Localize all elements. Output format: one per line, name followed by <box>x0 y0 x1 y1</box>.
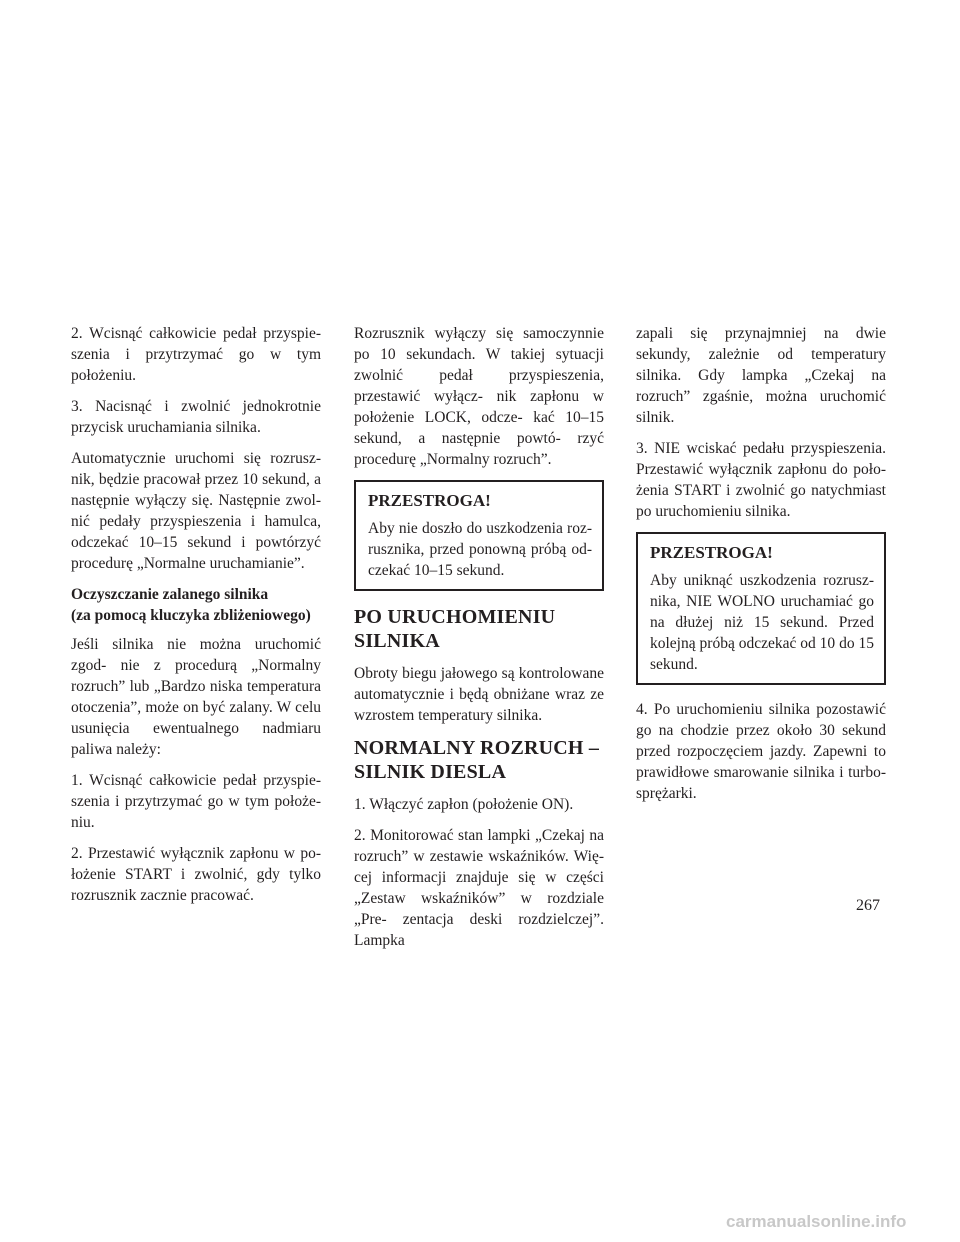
paragraph: 3. Nacisnąć i zwolnić jednokrotnie przycisk uruchamiania silnika. <box>71 398 321 436</box>
warning-text: Aby nie doszło do uszkodzenia roz- rusznika, przed ponowną próbą od- czekać 10–15 sekund. <box>368 520 592 579</box>
column-middle <box>354 323 604 961</box>
paragraph: Jeśli silnika nie można uruchomić zgod- nie z procedurą „Normalny rozruch” lub „Bardzo niska temperatura otoczenia”, może on być zalany. W celu usunięcia ewentualnego nadmiaru paliwa należy: <box>71 636 321 758</box>
paragraph: zapali się przynajmniej na dwie sekundy, zależnie od temperatury silnika. Gdy lampka „Czekaj na rozruch” zgaśnie, można uruchomić silnik. <box>636 325 886 426</box>
paragraph: Obroty biegu jałowego są kontrolowane automatycznie i będą obniżane wraz ze wzrostem temperatury silnika. <box>354 665 604 724</box>
paragraph: 1. Włączyć zapłon (położenie ON). <box>354 796 574 813</box>
subheading-line: Oczyszczanie zalanego silnika <box>71 586 269 603</box>
paragraph: 2. Wcisnąć całkowicie pedał przyspie- szenia i przytrzymać go w tym położeniu. <box>71 325 321 384</box>
column-right <box>636 323 886 814</box>
warning-box <box>354 480 604 591</box>
paragraph: 3. NIE wciskać pedału przyspieszenia. Przestawić wyłącznik zapłonu do poło- żenia START i zwolnić go natychmiast po uruchomieniu silnika. <box>636 440 886 520</box>
section-heading: NORMALNY ROZRUCH – SILNIK DIESLA <box>354 737 600 783</box>
paragraph: 4. Po uruchomieniu silnika pozostawić go na chodzie przez około 30 sekund przed rozpoczęciem jazdy. Zapewni to prawidłowe smarowanie silnika i turbo- sprężarki. <box>636 701 886 802</box>
section-heading: PO URUCHOMIENIU SILNIKA <box>354 606 556 652</box>
paragraph: 2. Przestawić wyłącznik zapłonu w po- łożenie START i zwolnić, gdy tylko rozrusznik zacznie pracować. <box>71 845 321 904</box>
paragraph: Rozrusznik wyłączy się samoczynnie po 10 sekundach. W takiej sytuacji zwolnić pedał przyspieszenia, przestawić wyłącz- nik zapłonu w położenie LOCK, odcze- kać 10–15 sekund, a następnie powtó- rzyć procedurę „Normalny rozruch”. <box>354 325 604 468</box>
subheading <box>71 584 321 626</box>
page-number: 267 <box>856 897 880 914</box>
paragraph: 1. Wcisnąć całkowicie pedał przyspie- szenia i przytrzymać go w tym położe- niu. <box>71 772 321 831</box>
column-left <box>71 323 321 916</box>
paragraph: Automatycznie uruchomi się rozrusz- nik, będzie pracował przez 10 sekund, a następnie wyłączy się. Następnie zwol- nić pedały przyspieszenia i hamulca, odczekać 10–15 sekund i powtórzyć procedurę „Normalne uruchamianie”. <box>71 450 321 572</box>
warning-title: PRZESTROGA! <box>650 543 773 562</box>
warning-box <box>636 532 886 685</box>
paragraph: 2. Monitorować stan lampki „Czekaj na rozruch” w zestawie wskaźników. Wię- cej informacji znajduje się w części „Zestaw wskaźników” w rozdziale „Pre- zentacja deski rozdzielczej”. Lampka <box>354 827 604 949</box>
warning-text: Aby uniknąć uszkodzenia rozrusz- nika, NIE WOLNO uruchamiać go na dłużej niż 15 sekund. Przed kolejną próbą odczekać od 10 do 15 sekund. <box>650 572 874 673</box>
warning-title: PRZESTROGA! <box>368 491 491 510</box>
watermark: carmanualsonline.info <box>726 1212 907 1231</box>
subheading-line: (za pomocą kluczyka zbliżeniowego) <box>71 607 311 624</box>
